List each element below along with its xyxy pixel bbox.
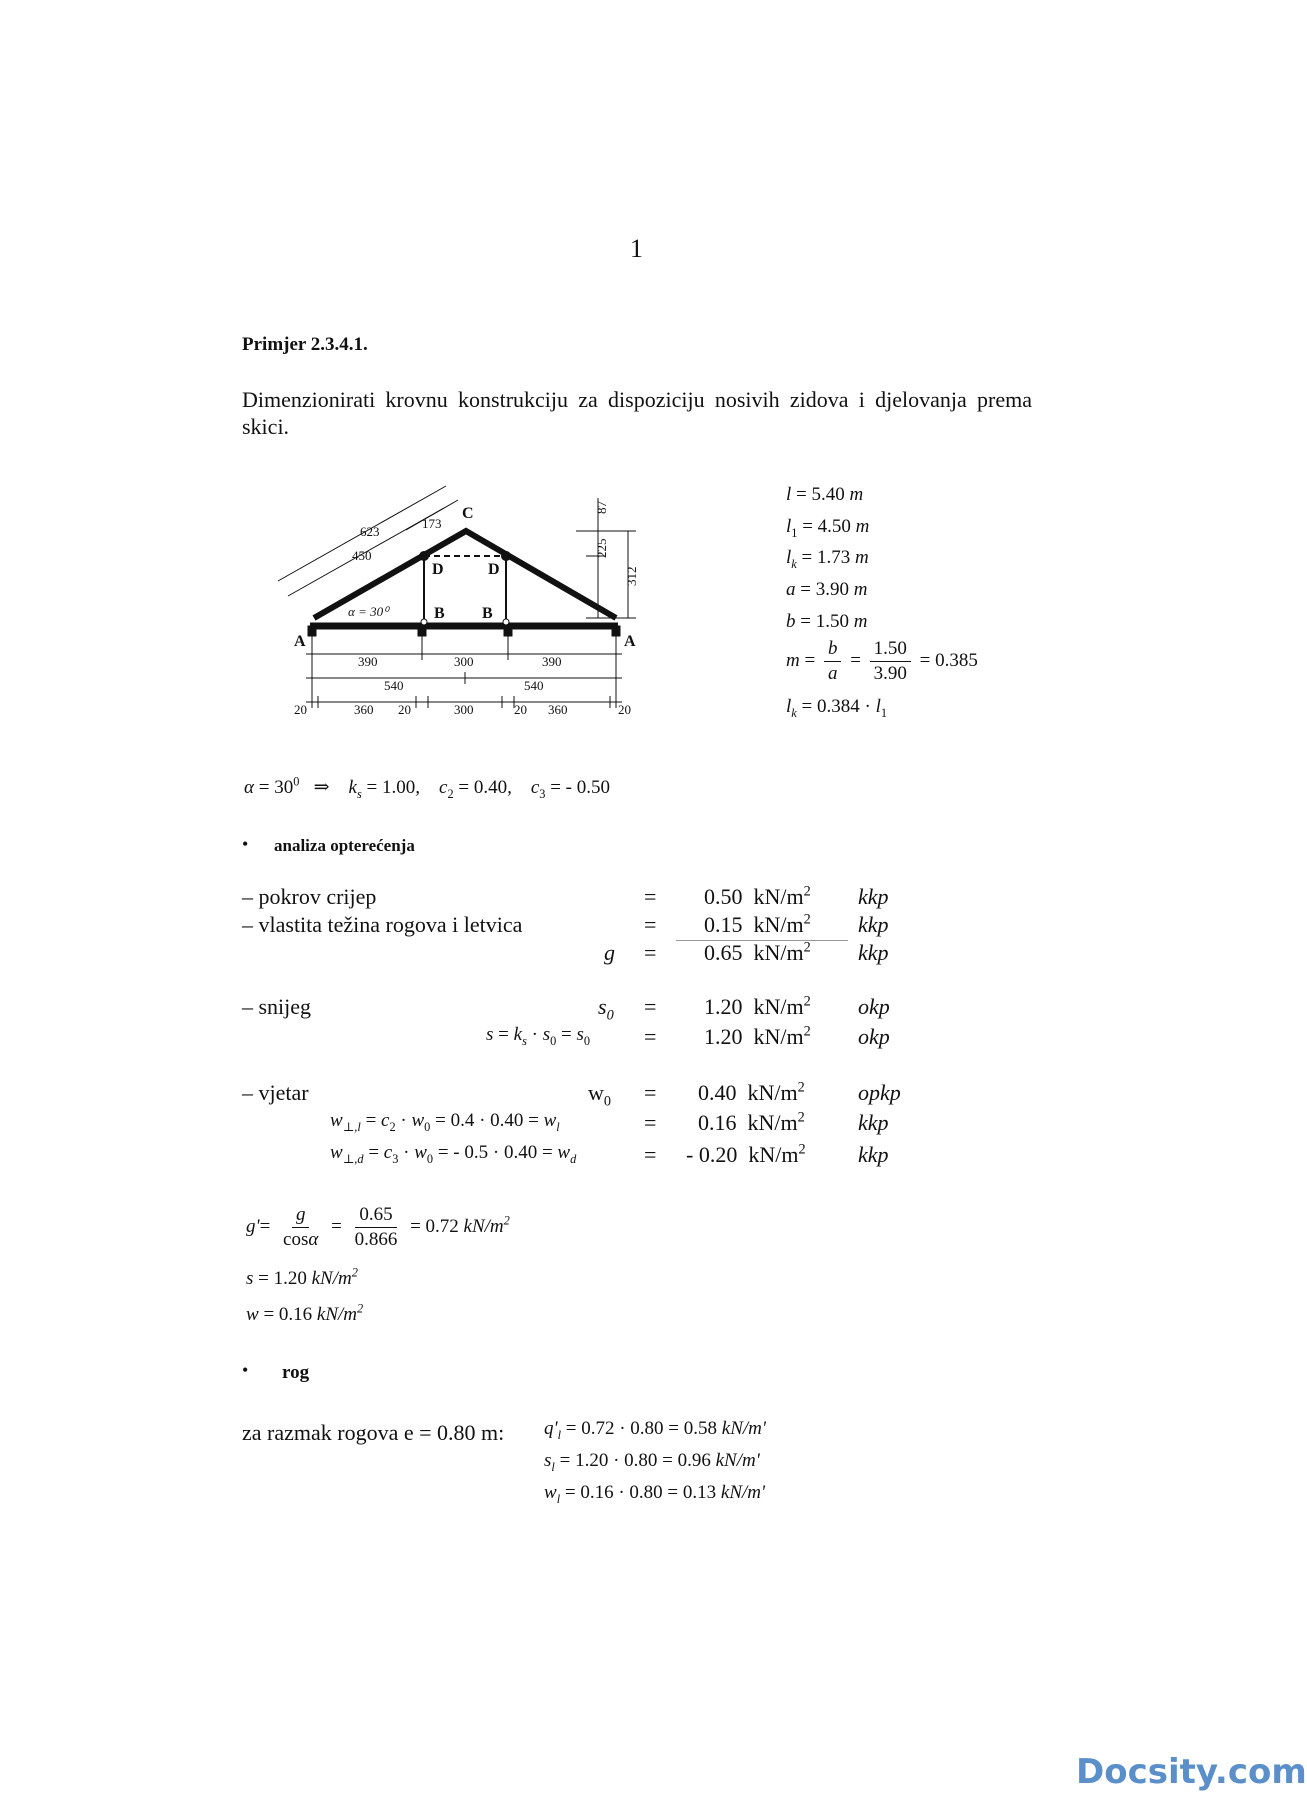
label-a-left: A [294,633,306,650]
bullet-icon: • [242,1360,249,1380]
label-20-c: 20 [514,702,527,717]
support-b-right [504,626,512,636]
label-173: 173 [422,516,442,531]
param-l1: $l_1 = 4.50$ m [786,516,870,540]
load-value-wl: 0.16 $kN/m^2$ [698,1109,805,1135]
load-symbol-g: g [604,940,615,965]
param-l: l = 5.40 m [786,484,864,505]
param-m: m = $\frac{b}{a}$ = $\frac{1.50}{3.90}$ = 0.385 [786,638,978,684]
load-value-pokrov: 0.50 $kN/m^2$ [704,883,811,909]
label-20-b: 20 [398,702,411,717]
label-alpha: α = 30⁰ [348,604,389,619]
eq: = [644,1080,657,1105]
label-360-a: 360 [354,702,374,717]
load-label-rogovi: – vlastita težina rogova i letvica [242,912,523,937]
label-300-a: 300 [454,654,474,669]
label-20-a: 20 [294,702,307,717]
section-title-loads: analiza opterećenja [274,836,415,855]
rog-w: $w_l = 0.16 \cdot 0.80 = 0.13$ kN/m' [544,1482,766,1506]
load-value-s0: 1.20 $kN/m^2$ [704,993,811,1019]
param-lk: $l_k = 1.73$ m [786,547,869,571]
param-a: a = 3.90 m [786,579,868,600]
label-d-left: D [432,561,444,578]
joint-d-right [501,551,511,561]
derived-s: s = 1.20 $kN/m^2$ [246,1265,358,1289]
roof-truss-diagram [276,476,696,726]
load-expr-wd: $w_{\perp,d} = c_3 \cdot w_0$ = - $0.5 \cdot 0.40 = w_d$ [330,1142,577,1166]
label-b-right: B [482,605,493,622]
joint-b-right [503,619,509,625]
joint-b-left [421,619,427,625]
rog-q: $q'_l = 0.72 \cdot 0.80 = 0.58$ kN/m' [544,1418,766,1442]
eq: = [644,912,657,937]
label-87: 87 [594,501,609,514]
eq: = [644,1142,657,1167]
eq: = [644,1110,657,1135]
derived-w: w = 0.16 $kN/m^2$ [246,1301,364,1325]
label-225: 225 [594,538,609,558]
support-a-right [612,626,620,636]
label-d-right: D [488,561,500,578]
load-type-wd: kkp [858,1142,889,1167]
rog-s: $s_l = 1.20 \cdot 0.80 = 0.96$ kN/m' [544,1450,760,1474]
load-symbol-w0: $w_0$ [588,1080,612,1110]
label-20-d: 20 [618,702,631,717]
section-title-rog: rog [282,1362,310,1383]
label-a-right: A [624,633,636,650]
load-label-pokrov: – pokrov crijep [242,884,377,909]
load-type-rogovi: kkp [858,912,889,937]
eq: = [644,1024,657,1049]
coefficients-line: $\alpha = 30^0$ ⇒ $k_s = 1.00$, $c_2 = 0.40$, $c_3$ = - 0.50 [244,774,610,801]
load-value-g: 0.65 $kN/m^2$ [704,939,811,965]
eq: = [644,940,657,965]
load-type-s: okp [858,1024,890,1049]
support-b-left [418,626,426,636]
label-360-b: 360 [548,702,568,717]
bullet-icon: • [242,834,249,854]
label-450: 450 [352,548,372,563]
load-expr-wl: $w_{\perp,l} = c_2 \cdot w_0 = 0.4 \cdot 0.40 = w_l$ [330,1110,560,1134]
load-value-rogovi: 0.15 $kN/m^2$ [704,911,811,937]
intro-paragraph: Dimenzionirati krovnu konstrukciju za dispoziciju nosivih zidova i djelovanja prema skici. [242,387,1032,439]
load-type-w0: opkp [858,1080,901,1105]
load-type-s0: okp [858,994,890,1019]
load-label-snijeg: – snijeg [242,994,312,1019]
example-title: Primjer 2.3.4.1. [242,334,368,355]
param-b: b = 1.50 m [786,611,868,632]
load-label-vjetar: – vjetar [242,1080,309,1105]
rog-spacing-label: za razmak rogova e = 0.80 m: [242,1420,505,1445]
load-symbol-s0: $s_0$ [598,994,614,1024]
load-type-pokrov: kkp [858,884,889,909]
page-number: 1 [630,234,643,263]
docsity-watermark[interactable]: Docsity.com [1076,1752,1307,1792]
param-lk-ratio: $l_k = 0.384 \cdot l_1$ [786,696,888,720]
label-623: 623 [360,524,380,539]
label-c: C [462,505,474,522]
eq: = [644,994,657,1019]
label-312: 312 [624,566,639,586]
load-value-w0: 0.40 $kN/m^2$ [698,1079,805,1105]
label-540-a: 540 [384,678,404,693]
label-300-b: 300 [454,702,474,717]
eq: = [644,884,657,909]
load-type-g: kkp [858,940,889,965]
load-expr-s: $s = k_s \cdot s_0 = s_0$ [486,1024,591,1048]
label-390-a: 390 [358,654,378,669]
load-value-wd: - 0.20 $kN/m^2$ [686,1141,806,1167]
load-type-wl: kkp [858,1110,889,1135]
load-value-s: 1.20 $kN/m^2$ [704,1023,811,1049]
derived-g-prime: g'= $\frac{g}{\cos\alpha}$ = $\frac{0.65}{0.866}$ = 0.72 $kN/m^2$ [246,1204,510,1250]
label-b-left: B [434,605,445,622]
support-a-left [308,626,316,636]
joint-d-left [419,551,429,561]
label-540-b: 540 [524,678,544,693]
label-390-b: 390 [542,654,562,669]
